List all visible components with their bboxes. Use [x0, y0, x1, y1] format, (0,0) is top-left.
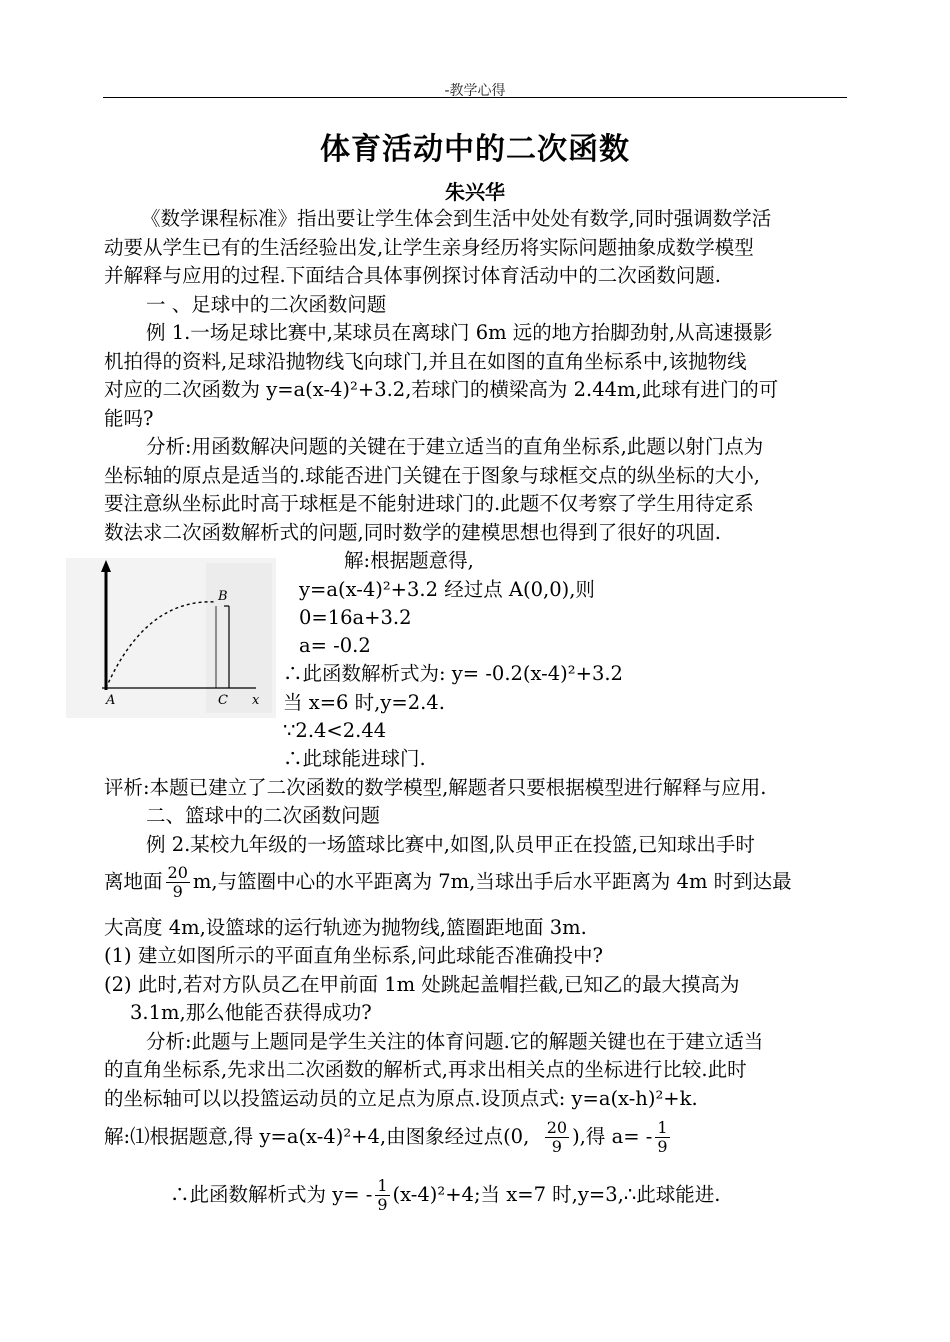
solution1-line-8: ∴此球能进球门.: [283, 747, 426, 770]
intro-line-1: 《数学课程标准》指出要让学生体会到生活中处处有数学,同时强调数学活: [141, 207, 772, 230]
question-1: (1) 建立如图所示的平面直角坐标系,问此球能否准确投中?: [104, 944, 603, 967]
point-b-label: B: [218, 589, 228, 604]
page-header: -教学心得: [444, 83, 506, 99]
fraction-denominator: 9: [172, 882, 183, 901]
parabola-figure: [66, 558, 276, 718]
section2-heading: 二、篮球中的二次函数问题: [146, 804, 381, 827]
solution2-line-1: [104, 1114, 673, 1160]
fraction-numerator: 1: [377, 1176, 388, 1195]
example1-line-3: 对应的二次函数为 y=a(x-4)²+3.2,若球门的横梁高为 2.44m,此球有进门的可: [104, 378, 779, 401]
solution2-line-2: [170, 1172, 720, 1218]
height-fraction: [166, 864, 190, 901]
point-fraction: [545, 1119, 569, 1156]
analysis1-line-1: 分析:用函数解决问题的关键在于建立适当的直角坐标系,此题以射门点为: [146, 435, 764, 458]
example1-line-1: 例 1.一场足球比赛中,某球员在离球门 6m 远的地方抬脚劲射,从高速摄影: [146, 321, 773, 344]
x-axis-label: x: [252, 693, 260, 708]
point-a-label: A: [106, 693, 116, 708]
analysis2-line-2: 的直角坐标系,先求出二次函数的解析式,再求出相关点的坐标进行比较.此时: [104, 1058, 747, 1081]
analysis1-line-4: 数法求二次函数解析式的问题,同时数学的建模思想也得到了很好的巩固.: [104, 521, 721, 544]
solution1-line-7: ∵2.4<2.44: [283, 719, 387, 742]
fraction-denominator: 9: [657, 1137, 668, 1156]
coef-fraction: [375, 1177, 389, 1214]
fraction-numerator: 20: [167, 863, 188, 882]
solution1-line-5: ∴此函数解析式为: y= -0.2(x-4)²+3.2: [283, 662, 623, 685]
solution2-text-d: (x-4)²+4;当 x=7 时,y=3,∴此球能进.: [392, 1183, 721, 1206]
a-fraction: [655, 1119, 669, 1156]
fraction-numerator: 20: [546, 1118, 568, 1137]
header-divider: [103, 97, 847, 98]
fraction-denominator: 9: [551, 1137, 562, 1156]
solution1-line-1: 解:根据题意得,: [344, 549, 474, 572]
section1-heading: 一 、足球中的二次函数问题: [146, 293, 387, 316]
point-c-label: C: [218, 693, 228, 708]
example1-line-2: 机拍得的资料,足球沿抛物线飞向球门,并且在如图的直角坐标系中,该抛物线: [104, 350, 747, 373]
solution1-line-6: 当 x=6 时,y=2.4.: [283, 691, 445, 714]
solution1-line-4: a= -0.2: [299, 634, 371, 657]
example2-text-a: 离地面: [104, 870, 163, 893]
solution1-line-3: 0=16a+3.2: [299, 606, 412, 629]
question-2-line-2: 3.1m,那么他能否获得成功?: [130, 1001, 372, 1024]
intro-line-3: 并解释与应用的过程.下面结合具体事例探讨体育活动中的二次函数问题.: [104, 264, 721, 287]
intro-line-2: 动要从学生已有的生活经验出发,让学生亲身经历将实际问题抽象成数学模型: [104, 236, 754, 259]
analysis2-line-3: 的坐标轴可以以投篮运动员的立足点为原点.设顶点式: y=a(x-h)²+k.: [104, 1087, 698, 1110]
fraction-numerator: 1: [657, 1118, 668, 1137]
example2-line-1: 例 2.某校九年级的一场篮球比赛中,如图,队员甲正在投篮,已知球出手时: [146, 833, 755, 856]
fraction-denominator: 9: [377, 1195, 388, 1214]
solution1-line-2: y=a(x-4)²+3.2 经过点 A(0,0),则: [299, 578, 595, 601]
analysis2-line-1: 分析:此题与上题同是学生关注的体育问题.它的解题关键也在于建立适当: [146, 1030, 764, 1053]
example2-text-b: m,与篮圈中心的水平距离为 7m,当球出手后水平距离为 4m 时到达最: [192, 870, 792, 893]
example2-line-3: 大高度 4m,设篮球的运行轨迹为抛物线,篮圈距地面 3m.: [104, 916, 587, 939]
solution2-text-c: ∴此函数解析式为 y= -: [170, 1183, 373, 1206]
page-title: 体育活动中的二次函数: [320, 132, 630, 167]
example2-line-2: [104, 860, 792, 904]
author-name: 朱兴华: [445, 180, 505, 204]
comment1: 评析:本题已建立了二次函数的数学模型,解题者只要根据模型进行解释与应用.: [104, 776, 767, 799]
solution2-text-a: 解:⑴根据题意,得 y=a(x-4)²+4,由图象经过点(0,: [104, 1125, 530, 1148]
solution2-text-b: ),得 a= -: [572, 1125, 653, 1148]
analysis1-line-3: 要注意纵坐标此时高于球框是不能射进球门的.此题不仅考察了学生用待定系: [104, 492, 754, 515]
question-2-line-1: (2) 此时,若对方队员乙在甲前面 1m 处跳起盖帽拦截,已知乙的最大摸高为: [104, 973, 740, 996]
example1-line-4: 能吗?: [104, 407, 154, 430]
analysis1-line-2: 坐标轴的原点是适当的.球能否进门关键在于图象与球框交点的纵坐标的大小,: [104, 464, 760, 487]
